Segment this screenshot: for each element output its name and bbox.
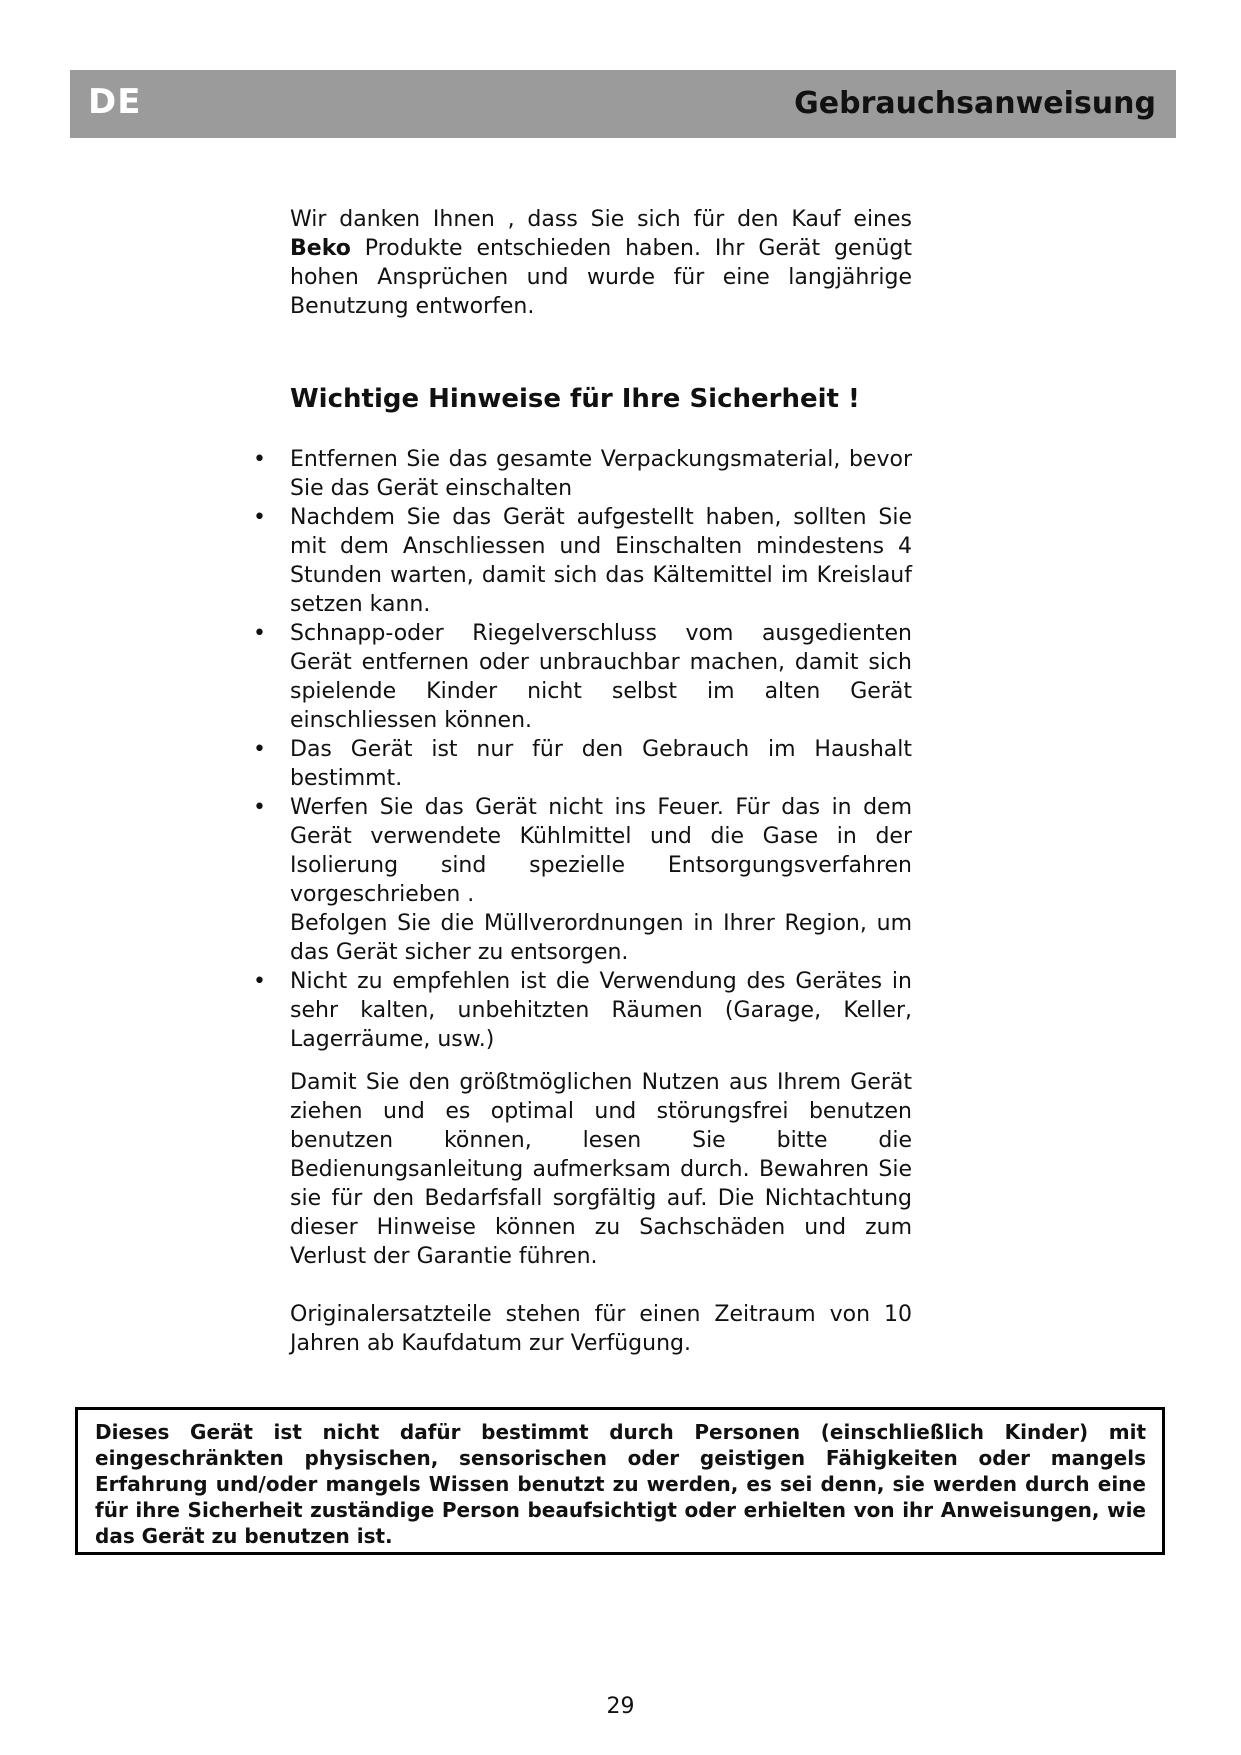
spare-parts-paragraph: Originalersatzteile stehen für einen Zeitraum von 10 Jahren ab Kaufdatum zur Verfügung.: [290, 1302, 912, 1356]
safety-heading: Wichtige Hinweise für Ihre Sicherheit !: [290, 384, 860, 414]
list-item: [253, 503, 912, 619]
bullet-icon: •: [253, 505, 266, 530]
list-item-text: Schnapp-oder Riegelverschluss vom ausgedienten Gerät entfernen oder unbrauchbar machen, damit sich spielende Kinder nicht selbst im alten Gerät einschliessen können.: [290, 621, 912, 733]
list-item-text: Nicht zu empfehlen ist die Verwendung des Gerätes in sehr kalten, unbehitzten Räumen (Garage, Keller, Lagerräume, usw.): [290, 969, 912, 1052]
list-item: [253, 445, 912, 503]
warning-box: [75, 1407, 1165, 1555]
list-item-follow-text: Befolgen Sie die Müllverordnungen in Ihrer Region, um das Gerät sicher zu entsorgen.: [290, 911, 912, 965]
intro-paragraph: [290, 205, 912, 321]
bullet-icon: •: [253, 737, 266, 762]
safety-list: [253, 445, 912, 1054]
bullet-icon: •: [253, 969, 266, 994]
list-item-text: Das Gerät ist nur für den Gebrauch im Haushalt bestimmt.: [290, 737, 912, 791]
list-item: [253, 967, 912, 1054]
bullet-icon: •: [253, 621, 266, 646]
warning-text: Dieses Gerät ist nicht dafür bestimmt durch Personen (einschließlich Kinder) mit eingeschränkten physischen, sensorischen oder geistigen Fähigkeiten oder mangels Erfahrung und/oder mangels Wissen benutzt zu werden, es sei denn, sie werden durch eine für ihre Sicherheit zuständige Person beaufsichtigt oder erhielten von ihr Anweisungen, wie das Gerät zu benutzen ist.: [95, 1420, 1146, 1548]
brand-name: Beko: [290, 236, 351, 261]
page-header: [70, 70, 1176, 138]
list-item-text: Nachdem Sie das Gerät aufgestellt haben, sollten Sie mit dem Anschliessen und Einschalten mindestens 4 Stunden warten, damit sich das Kältemittel im Kreislauf setzen kann.: [290, 505, 912, 617]
page-number: 29: [606, 1694, 635, 1719]
list-item: [253, 793, 912, 967]
list-item-text: Entfernen Sie das gesamte Verpackungsmaterial, bevor Sie das Gerät einschalten: [290, 447, 912, 501]
list-item-text: Werfen Sie das Gerät nicht ins Feuer. Für das in dem Gerät verwendete Kühlmittel und die Gase in der Isolierung sind spezielle Entsorgungsverfahren vorgeschrieben .: [290, 795, 912, 907]
bullet-icon: •: [253, 795, 266, 820]
page-content: [253, 205, 912, 1358]
list-item: [253, 619, 912, 735]
intro-text-before-brand: Wir danken Ihnen , dass Sie sich für den Kauf eines: [290, 207, 912, 232]
manual-title: Gebrauchsanweisung: [794, 86, 1156, 121]
language-code: DE: [88, 82, 142, 122]
usage-notice-paragraph: Damit Sie den größtmöglichen Nutzen aus Ihrem Gerät ziehen und es optimal und störungsfrei benutzen benutzen können, lesen Sie bitte die Bedienungsanleitung aufmerksam durch. Bewahren Sie sie für den Bedarfsfall sorgfältig auf. Die Nichtachtung dieser Hinweise können zu Sachschäden und zum Verlust der Garantie führen.: [290, 1070, 912, 1269]
bullet-icon: •: [253, 447, 266, 472]
list-item: [253, 735, 912, 793]
intro-text-after-brand: Produkte entschieden haben. Ihr Gerät genügt hohen Ansprüchen und wurde für eine langjährige Benutzung entworfen.: [290, 236, 912, 319]
